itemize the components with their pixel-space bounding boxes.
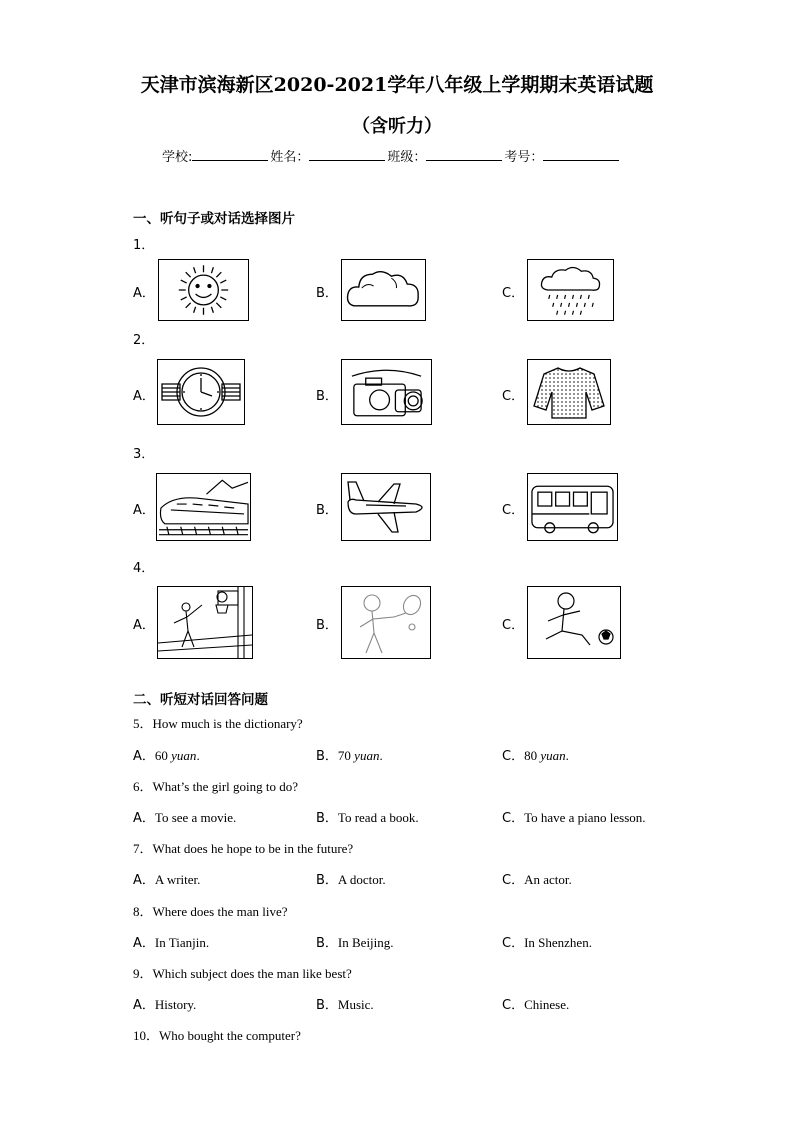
option-label: B． — [316, 389, 338, 404]
watch-icon[interactable] — [157, 359, 245, 425]
answer-option-a[interactable]: A．A writer. — [133, 872, 201, 888]
option-label: A． — [133, 503, 155, 518]
option-label: A． — [133, 286, 155, 301]
tennis-icon[interactable] — [341, 586, 431, 659]
question-number: 1． — [133, 238, 155, 253]
answer-option-c[interactable]: C．80 yuan. — [502, 748, 569, 764]
option-label: A． — [133, 389, 155, 404]
name-blank[interactable] — [309, 148, 385, 161]
plane-icon[interactable] — [341, 473, 431, 541]
answer-option-c[interactable]: C．Chinese. — [502, 997, 570, 1013]
answer-option-a[interactable]: A．In Tianjin. — [133, 935, 210, 951]
option-label: C． — [502, 389, 525, 404]
option-label: B． — [316, 503, 338, 518]
cloud-icon[interactable] — [341, 259, 426, 321]
class-blank[interactable] — [426, 148, 502, 161]
bus-icon[interactable] — [527, 473, 618, 541]
answer-option-b[interactable]: B．Music. — [316, 997, 374, 1013]
sun-icon[interactable] — [158, 259, 249, 321]
question-text: 6．What’s the girl going to do? — [133, 779, 299, 794]
exam-no-blank[interactable] — [543, 148, 619, 161]
option-label: C． — [502, 618, 525, 633]
question-text: 7．What does he hope to be in the future? — [133, 841, 354, 856]
page-title: 天津市滨海新区2020-2021学年八年级上学期期末英语试题 — [140, 74, 654, 96]
question-number: 2． — [133, 333, 155, 348]
answer-option-c[interactable]: C．In Shenzhen. — [502, 935, 592, 951]
question-text: 10．Who bought the computer? — [133, 1028, 301, 1043]
train-icon[interactable] — [156, 473, 251, 541]
school-label: 学校: — [162, 150, 193, 165]
section2-heading: 二、听短对话回答问题 — [133, 692, 268, 708]
basketball-icon[interactable] — [157, 586, 253, 659]
school-blank[interactable] — [192, 148, 268, 161]
option-label: B． — [316, 286, 338, 301]
option-label: C． — [502, 286, 525, 301]
answer-option-a[interactable]: A．History. — [133, 997, 197, 1013]
option-label: C． — [502, 503, 525, 518]
exam-no-label: 考号： — [504, 150, 544, 165]
student-info-line — [162, 146, 621, 165]
answer-option-a[interactable]: A．60 yuan. — [133, 748, 200, 764]
class-label: 班级： — [387, 150, 427, 165]
question-text: 8．Where does the man live? — [133, 904, 288, 919]
question-text: 9．Which subject does the man like best? — [133, 966, 352, 981]
question-number: 3． — [133, 447, 155, 462]
question-text: 5．How much is the dictionary? — [133, 716, 303, 731]
answer-option-b[interactable]: B．A doctor. — [316, 872, 386, 888]
answer-option-a[interactable]: A．To see a movie. — [133, 810, 237, 826]
answer-option-c[interactable]: C．An actor. — [502, 872, 572, 888]
answer-option-b[interactable]: B．70 yuan. — [316, 748, 383, 764]
section1-heading: 一、听句子或对话选择图片 — [133, 211, 295, 227]
name-label: 姓名： — [270, 150, 310, 165]
option-label: B． — [316, 618, 338, 633]
answer-option-b[interactable]: B．In Beijing. — [316, 935, 394, 951]
sweater-icon[interactable] — [527, 359, 611, 425]
option-label: A． — [133, 618, 155, 633]
answer-option-c[interactable]: C．To have a piano lesson. — [502, 810, 646, 826]
rain-icon[interactable] — [527, 259, 614, 321]
camera-icon[interactable] — [341, 359, 432, 425]
question-number: 4． — [133, 561, 155, 576]
soccer-icon[interactable] — [527, 586, 621, 659]
page-subtitle: （含听力） — [352, 116, 442, 137]
answer-option-b[interactable]: B．To read a book. — [316, 810, 419, 826]
